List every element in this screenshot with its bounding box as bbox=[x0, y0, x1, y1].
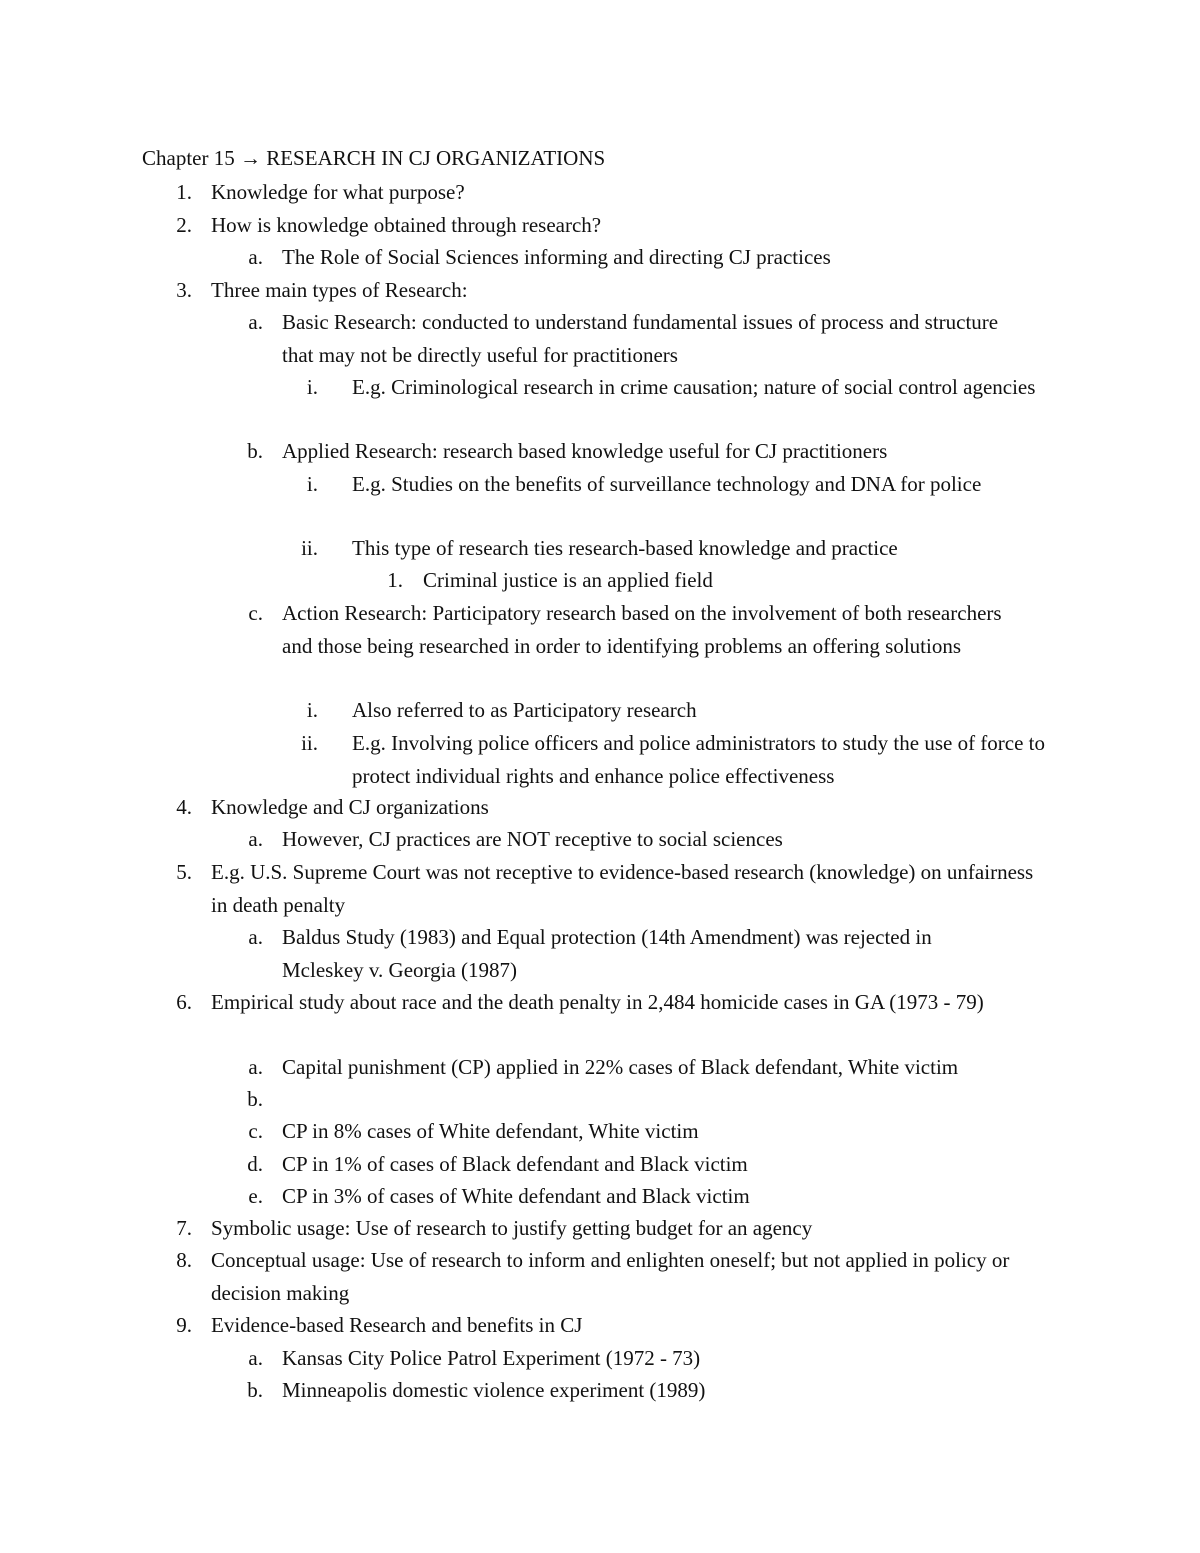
list-item-text: Action Research: Participatory research based on the involvement of both researchers and those being researched in order to identifying problems an offering solutions bbox=[282, 601, 1002, 658]
list-marker: ii. bbox=[301, 731, 318, 755]
list-marker: e. bbox=[248, 1184, 263, 1208]
list-item-text: Applied Research: research based knowledge useful for CJ practitioners bbox=[282, 439, 888, 463]
list-marker: 3. bbox=[176, 278, 192, 302]
list-item-text: CP in 1% of cases of Black defendant and Black victim bbox=[282, 1152, 748, 1176]
outline-item bbox=[176, 274, 1051, 307]
list-marker: b. bbox=[247, 1087, 263, 1111]
outline-item bbox=[306, 371, 1058, 404]
list-item-text: Symbolic usage: Use of research to justify getting budget for an agency bbox=[211, 1216, 813, 1240]
list-marker: 1. bbox=[387, 568, 403, 592]
outline-item bbox=[176, 1309, 1051, 1342]
list-marker: 6. bbox=[176, 990, 192, 1014]
list-marker: 1. bbox=[176, 180, 192, 204]
list-marker: c. bbox=[248, 1119, 263, 1143]
list-item-text: E.g. Criminological research in crime causation; nature of social control agencies bbox=[352, 375, 1036, 399]
outline-item bbox=[176, 856, 1051, 921]
list-item-text: Criminal justice is an applied field bbox=[423, 568, 713, 592]
list-item-text: The Role of Social Sciences informing and directing CJ practices bbox=[282, 245, 831, 269]
outline-item bbox=[247, 1148, 1002, 1181]
list-item-text: How is knowledge obtained through research? bbox=[211, 213, 602, 237]
outline-item bbox=[176, 209, 1051, 242]
list-item-text: Knowledge and CJ organizations bbox=[211, 795, 489, 819]
outline-item bbox=[248, 306, 1002, 371]
list-item-text: Knowledge for what purpose? bbox=[211, 180, 465, 204]
list-item-text: E.g. Studies on the benefits of surveillance technology and DNA for police bbox=[352, 472, 982, 496]
list-marker: 4. bbox=[176, 795, 192, 819]
list-item-text: This type of research ties research-based knowledge and practice bbox=[352, 536, 898, 560]
list-marker: ii. bbox=[301, 536, 318, 560]
outline-item bbox=[248, 823, 1002, 856]
list-marker: i. bbox=[306, 698, 318, 722]
list-item-text: Minneapolis domestic violence experiment (1989) bbox=[282, 1378, 706, 1402]
list-marker: 7. bbox=[176, 1216, 192, 1240]
outline-item bbox=[248, 1115, 1002, 1148]
outline-item bbox=[247, 1374, 1002, 1407]
list-marker: a. bbox=[248, 925, 263, 949]
list-marker: a. bbox=[248, 245, 263, 269]
outline-item bbox=[176, 176, 1051, 209]
list-marker: a. bbox=[248, 827, 263, 851]
list-item-text: Three main types of Research: bbox=[211, 278, 468, 302]
outline-item bbox=[387, 564, 1053, 597]
list-marker: 5. bbox=[176, 860, 192, 884]
list-item-text: Evidence-based Research and benefits in CJ bbox=[211, 1313, 583, 1337]
list-item-text: E.g. U.S. Supreme Court was not receptive to evidence-based research (knowledge) on unfairness in death penalty bbox=[211, 860, 1034, 917]
outline-item bbox=[248, 1342, 1002, 1375]
list-item-text: E.g. Involving police officers and police administrators to study the use of force to protect individual rights and enhance police effectiveness bbox=[352, 731, 1046, 788]
list-marker: 9. bbox=[176, 1313, 192, 1337]
outline-item bbox=[248, 1051, 1002, 1084]
list-item-text: Baldus Study (1983) and Equal protection (14th Amendment) was rejected in Mcleskey v. Georgia (1987) bbox=[282, 925, 932, 982]
list-marker: i. bbox=[306, 375, 318, 399]
outline-item bbox=[176, 1212, 1051, 1245]
outline-item bbox=[306, 468, 1058, 501]
list-marker: a. bbox=[248, 1346, 263, 1370]
outline-item bbox=[248, 597, 1002, 662]
outline-item bbox=[248, 241, 1002, 274]
list-item-text: Also referred to as Participatory research bbox=[352, 698, 697, 722]
list-item-text: Basic Research: conducted to understand fundamental issues of process and structure that may not be directly useful for practitioners bbox=[282, 310, 999, 367]
list-item-text: CP in 8% cases of White defendant, White victim bbox=[282, 1119, 699, 1143]
list-item-text: CP in 3% of cases of White defendant and Black victim bbox=[282, 1184, 750, 1208]
list-marker: a. bbox=[248, 1055, 263, 1079]
chapter-title: Chapter 15 → RESEARCH IN CJ ORGANIZATIONS bbox=[142, 146, 606, 170]
list-marker: b. bbox=[247, 439, 263, 463]
list-item-text: However, CJ practices are NOT receptive to social sciences bbox=[282, 827, 783, 851]
list-marker: i. bbox=[306, 472, 318, 496]
outline-item bbox=[176, 986, 1051, 1019]
outline-item bbox=[301, 727, 1058, 792]
outline-item bbox=[301, 532, 1058, 565]
outline-item bbox=[306, 694, 1058, 727]
list-marker: 8. bbox=[176, 1248, 192, 1272]
outline-item bbox=[176, 791, 1051, 824]
outline-item bbox=[248, 1180, 1002, 1213]
list-marker: b. bbox=[247, 1378, 263, 1402]
list-marker: c. bbox=[248, 601, 263, 625]
outline-item bbox=[176, 1244, 1051, 1309]
list-marker: d. bbox=[247, 1152, 263, 1176]
list-item-text: Kansas City Police Patrol Experiment (1972 - 73) bbox=[282, 1346, 701, 1370]
outline-item bbox=[247, 435, 1002, 468]
list-marker: 2. bbox=[176, 213, 192, 237]
list-item-text: Empirical study about race and the death penalty in 2,484 homicide cases in GA (1973 - 79) bbox=[211, 990, 984, 1014]
outline-item bbox=[248, 921, 1002, 986]
list-item-text: Capital punishment (CP) applied in 22% cases of Black defendant, White victim bbox=[282, 1055, 959, 1079]
list-item-text: Conceptual usage: Use of research to inform and enlighten oneself; but not applied in policy or decision making bbox=[211, 1248, 1010, 1305]
list-marker: a. bbox=[248, 310, 263, 334]
